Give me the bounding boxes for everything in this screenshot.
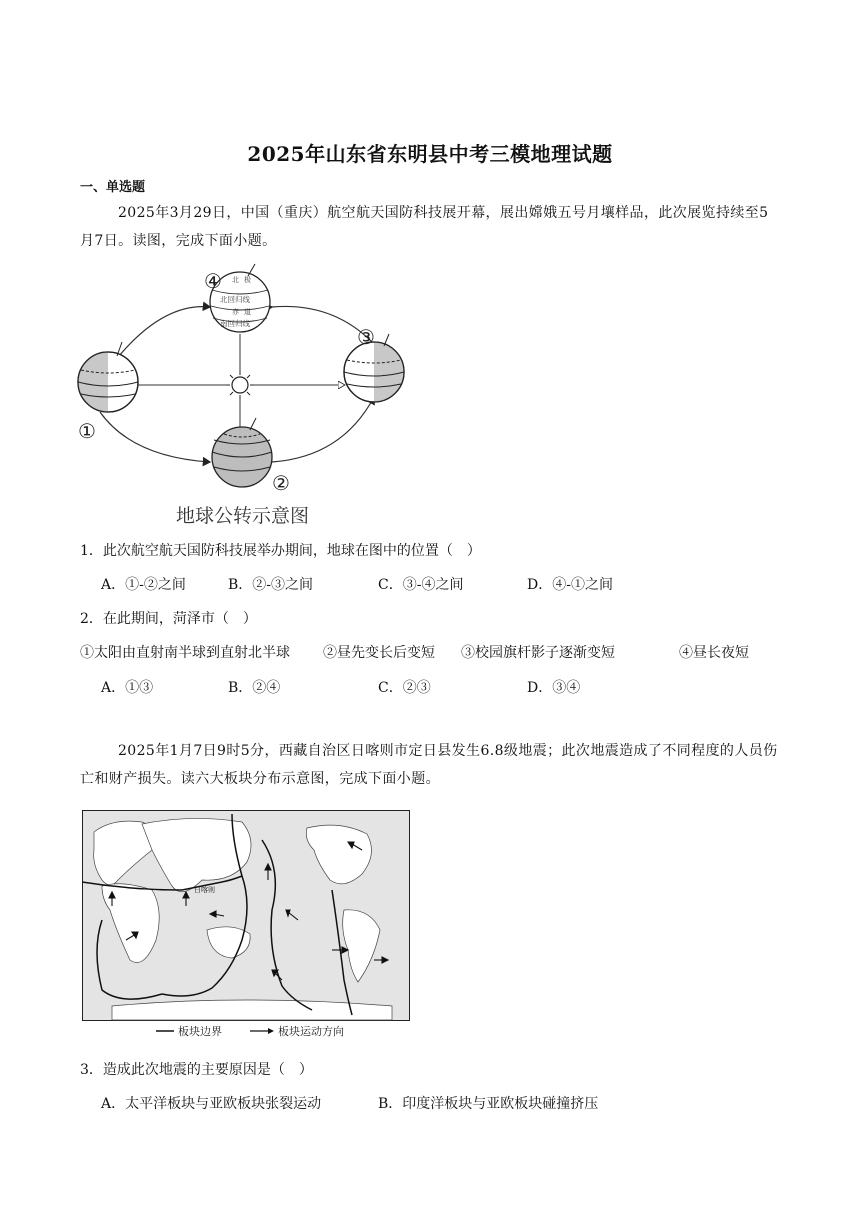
orbit-arc-1-2	[100, 412, 210, 462]
orbit-arc-2-3	[272, 397, 374, 462]
q1-option-b[interactable]: B．②-③之间	[228, 577, 314, 593]
sun-icon	[226, 371, 254, 399]
globe-4-label-pole: 极	[244, 276, 251, 284]
place-label-shigatse: 日喀则	[194, 886, 215, 894]
globe-4-label-north: 北	[232, 276, 239, 284]
passage-1: 2025年3月29日，中国（重庆）航空航天国防科技展开幕，展出嫦娥五号月壤样品，此次展览持续至5月7日。读图，完成下面小题。	[80, 205, 769, 249]
label-4: ④	[204, 269, 222, 293]
globe-4-label-tropic-capricorn: 南回归线	[220, 319, 250, 328]
figure-1-caption: 地球公转示意图	[176, 505, 310, 527]
q3-option-a[interactable]: A．太平洋板块与亚欧板块张裂运动	[101, 1096, 322, 1112]
q3-option-b[interactable]: B．印度洋板块与亚欧板块碰撞挤压	[378, 1096, 599, 1112]
globe-4-label-tropic-cancer: 北回归线	[220, 295, 250, 304]
globe-4-label-equator-2: 道	[244, 308, 251, 316]
q2-option-a[interactable]: A．①③	[101, 680, 154, 696]
plate-map-figure	[82, 810, 412, 1042]
label-2: ②	[272, 471, 290, 495]
question-2-stem: 2．在此期间，菏泽市（ ）	[80, 611, 257, 627]
section-heading: 一、单选题	[80, 180, 146, 195]
orbit-arc-1-4	[114, 307, 210, 362]
q2-option-d[interactable]: D．③④	[527, 680, 581, 696]
q1-option-d[interactable]: D．④-①之间	[527, 577, 613, 593]
legend-boundary-label: 板块边界	[178, 1025, 222, 1038]
label-3: ③	[357, 325, 375, 349]
q1-option-a[interactable]: A．①-②之间	[101, 577, 186, 593]
globe-2	[212, 418, 272, 487]
passage-2: 2025年1月7日9时5分，西藏自治区日喀则市定日县发生6.8级地震；此次地震造成了不同程度的人员伤亡和财产损失。读六大板块分布示意图，完成下面小题。	[80, 743, 778, 787]
q2-statement-2: ②昼先变长后变短	[323, 645, 435, 661]
page-title: 2025年山东省东明县中考三模地理试题	[247, 142, 613, 166]
legend-direction-label: 板块运动方向	[278, 1025, 344, 1038]
q2-statement-4: ④昼长夜短	[679, 645, 749, 661]
q2-option-c[interactable]: C．②③	[378, 680, 431, 696]
question-1-stem: 1．此次航空航天国防科技展举办期间，地球在图中的位置（ ）	[80, 543, 481, 559]
question-3-stem: 3．造成此次地震的主要原因是（ ）	[80, 1062, 313, 1078]
globe-4-label-equator-1: 赤	[232, 308, 239, 316]
q2-statement-1: ①太阳由直射南半球到直射北半球	[80, 645, 290, 661]
q2-option-b[interactable]: B．②④	[228, 680, 281, 696]
globe-1	[78, 342, 138, 412]
q1-option-c[interactable]: C．③-④之间	[378, 577, 464, 593]
earth-revolution-figure	[72, 262, 422, 532]
q2-statement-3: ③校园旗杆影子逐渐变短	[461, 645, 615, 661]
label-1: ①	[78, 419, 96, 443]
